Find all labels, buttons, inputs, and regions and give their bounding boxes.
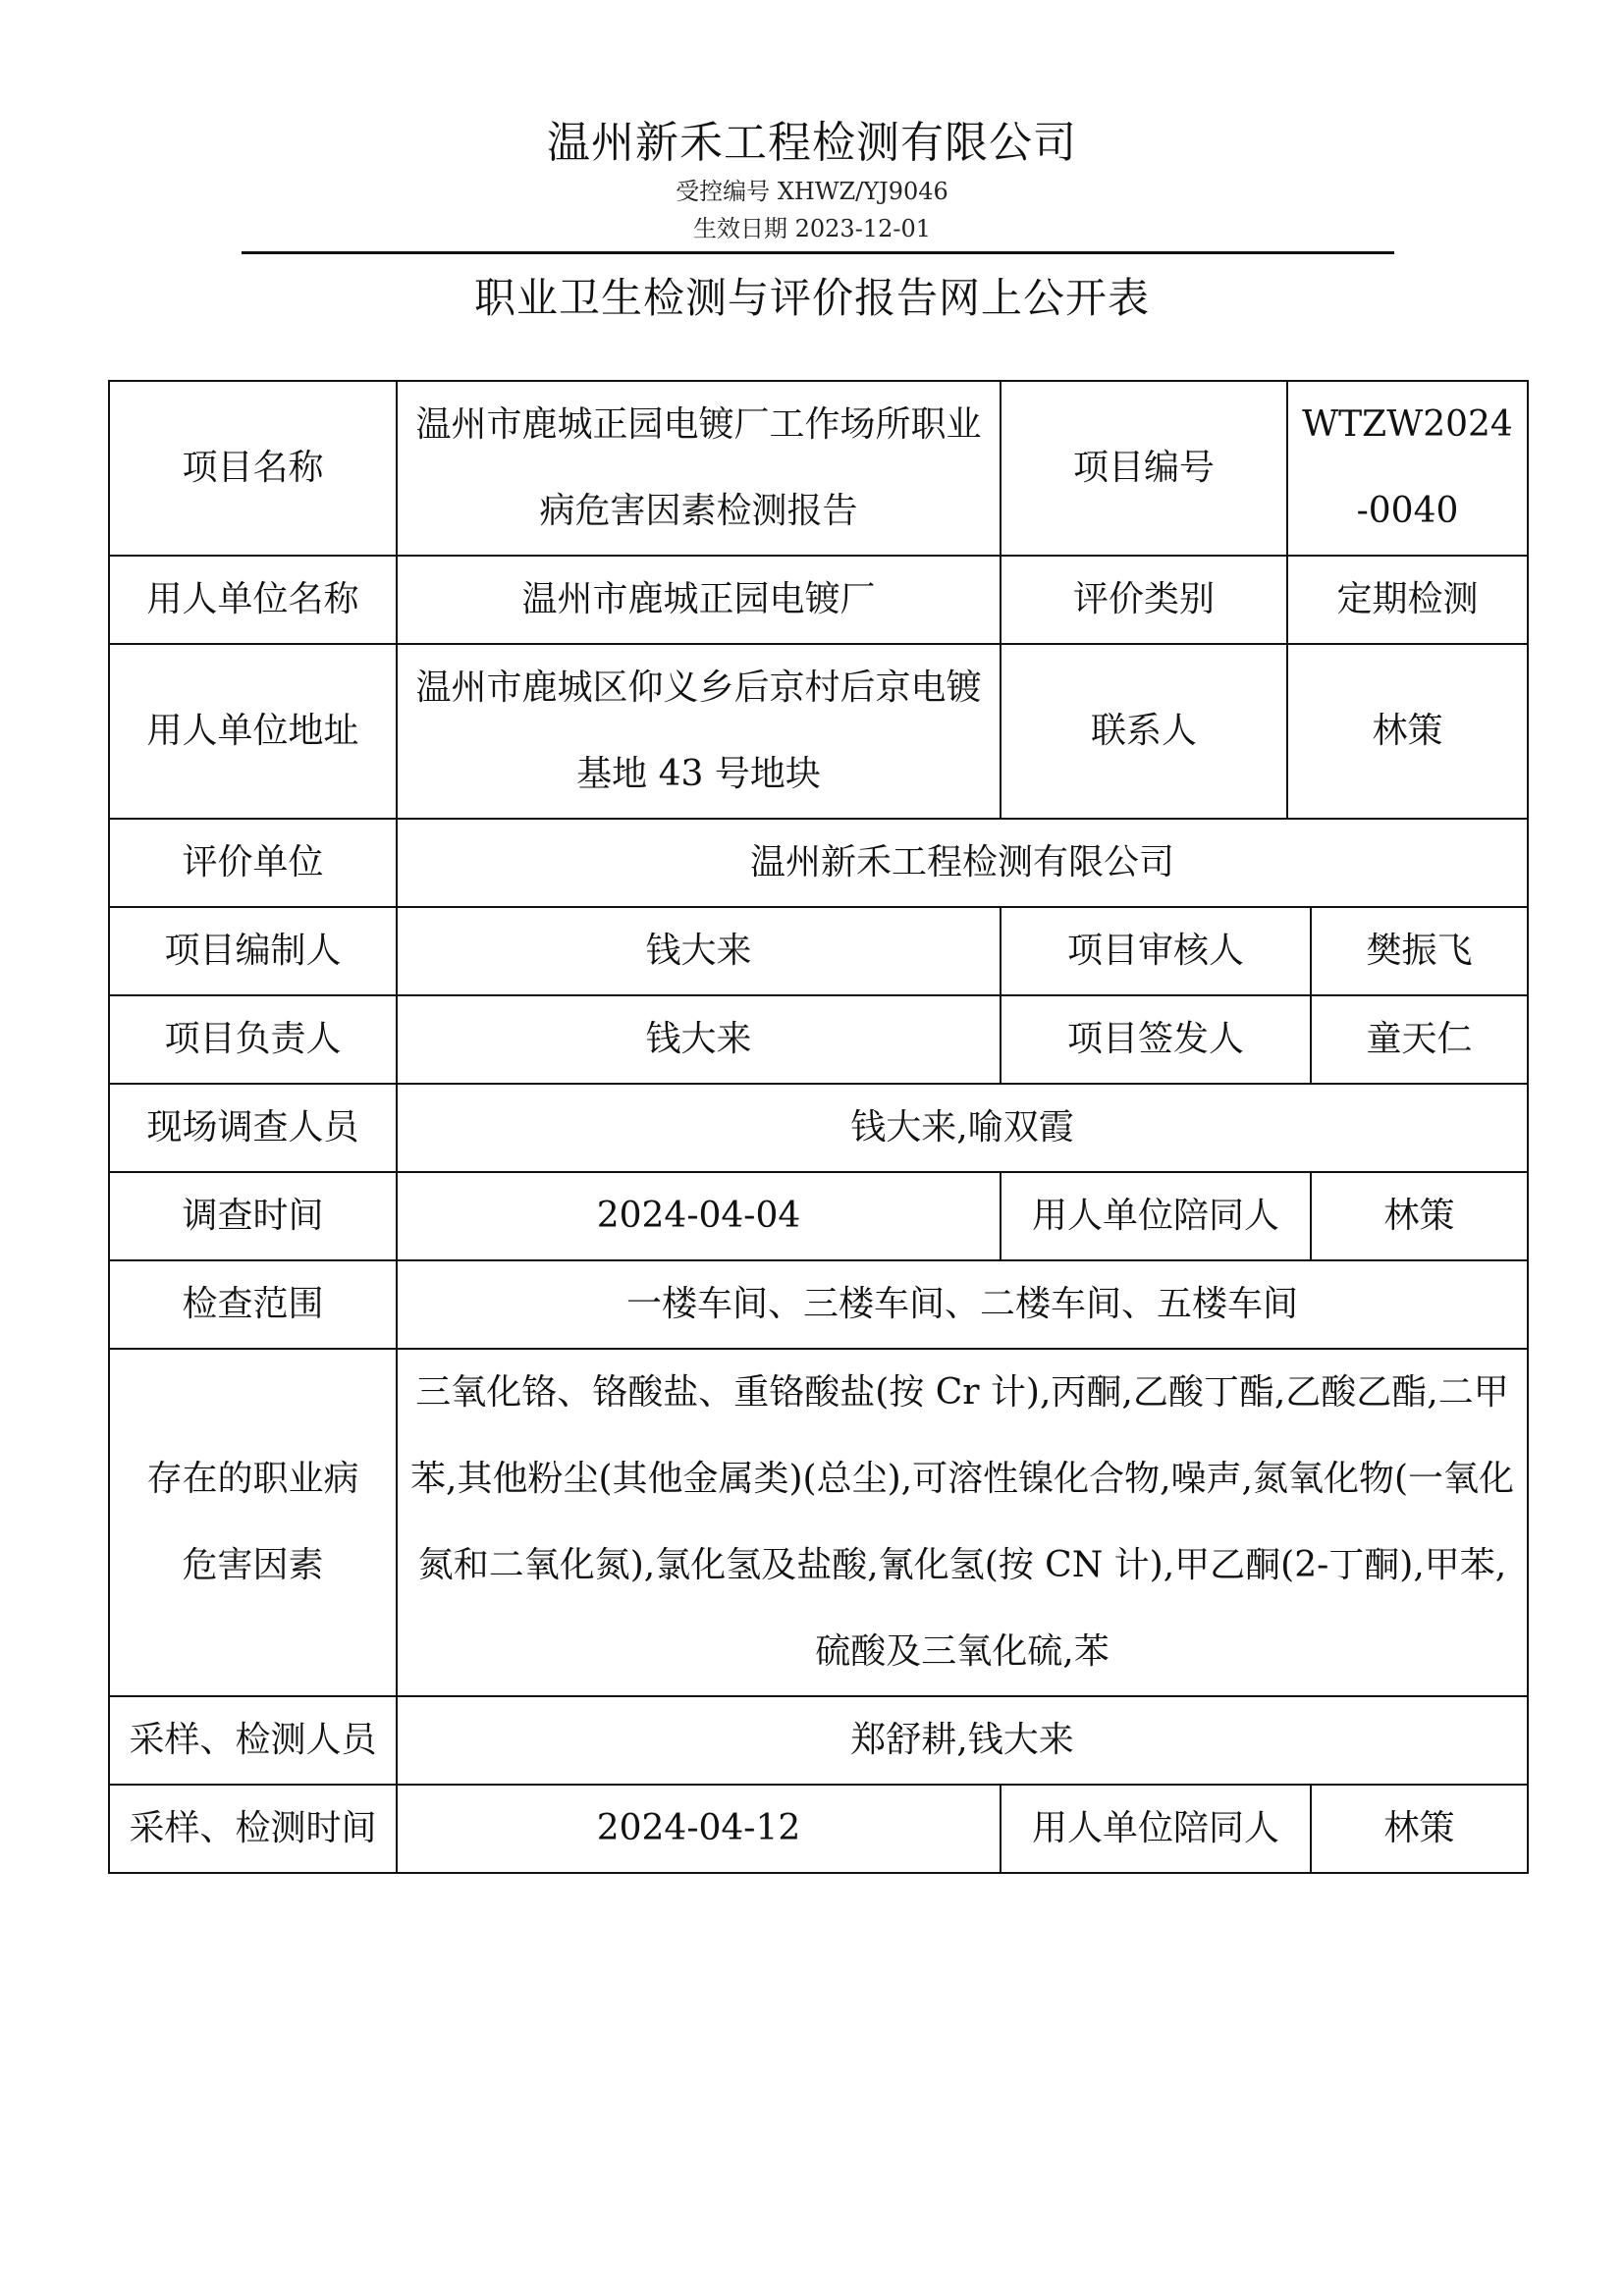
row-hazards [109,1349,1528,1696]
document-title: 职业卫生检测与评价报告网上公开表 [473,274,1150,322]
row-evaluator [109,819,1528,907]
value-employer-address: 温州市鹿城区仰义乡后京村后京电镀基地 43 号地块 [397,644,1001,819]
value-leader: 钱大来 [397,995,1001,1084]
label-sampling-staff: 采样、检测人员 [109,1696,397,1785]
value-inspection-scope: 一楼车间、三楼车间、二楼车间、五楼车间 [397,1260,1528,1349]
value-employer-name: 温州市鹿城正园电镀厂 [397,556,1001,644]
value-sampling-time: 2024-04-12 [397,1785,1001,1873]
label-hazards: 存在的职业病危害因素 [109,1349,397,1696]
row-compiler [109,907,1528,995]
row-inspection-scope [109,1260,1528,1349]
row-project-name [109,381,1528,556]
header-divider [242,251,1394,254]
label-project-number: 项目编号 [1001,381,1287,556]
effective-date: 生效日期 2023-12-01 [692,215,931,242]
value-reviewer: 樊振飞 [1311,907,1528,995]
value-compiler: 钱大来 [397,907,1001,995]
row-leader [109,995,1528,1084]
value-project-name: 温州市鹿城正园电镀厂工作场所职业病危害因素检测报告 [397,381,1001,556]
label-contact: 联系人 [1001,644,1287,819]
label-survey-escort: 用人单位陪同人 [1001,1172,1311,1260]
row-employer-address [109,644,1528,819]
label-compiler: 项目编制人 [109,907,397,995]
label-sampling-time: 采样、检测时间 [109,1785,397,1873]
label-evaluation-type: 评价类别 [1001,556,1287,644]
row-survey-staff [109,1084,1528,1172]
label-issuer: 项目签发人 [1001,995,1311,1084]
label-survey-staff: 现场调查人员 [109,1084,397,1172]
value-survey-time: 2024-04-04 [397,1172,1001,1260]
label-evaluator: 评价单位 [109,819,397,907]
row-sampling-time [109,1785,1528,1873]
label-project-name: 项目名称 [109,381,397,556]
value-sampling-escort: 林策 [1311,1785,1528,1873]
label-employer-address: 用人单位地址 [109,644,397,819]
label-survey-time: 调查时间 [109,1172,397,1260]
label-employer-name: 用人单位名称 [109,556,397,644]
value-issuer: 童天仁 [1311,995,1528,1084]
label-reviewer: 项目审核人 [1001,907,1311,995]
value-survey-escort: 林策 [1311,1172,1528,1260]
label-sampling-escort: 用人单位陪同人 [1001,1785,1311,1873]
row-employer-name [109,556,1528,644]
company-name: 温州新禾工程检测有限公司 [547,118,1077,168]
value-evaluation-type: 定期检测 [1287,556,1528,644]
label-leader: 项目负责人 [109,995,397,1084]
value-evaluator: 温州新禾工程检测有限公司 [397,819,1528,907]
value-sampling-staff: 郑舒耕,钱大来 [397,1696,1528,1785]
control-code: 受控编号 XHWZ/YJ9046 [676,178,948,205]
value-survey-staff: 钱大来,喻双霞 [397,1084,1528,1172]
value-contact: 林策 [1287,644,1528,819]
value-hazards: 三氧化铬、铬酸盐、重铬酸盐(按 Cr 计),丙酮,乙酸丁酯,乙酸乙酯,二甲苯,其他粉尘(其他金属类)(总尘),可溶性镍化合物,噪声,氮氧化物(一氧化氮和二氧化氮),氯化氢及盐酸,氰化氢(按 CN 计),甲乙酮(2-丁酮),甲苯,硫酸及三氧化硫,苯 [397,1349,1528,1696]
label-inspection-scope: 检查范围 [109,1260,397,1349]
row-sampling-staff [109,1696,1528,1785]
value-project-number: WTZW2024-0040 [1287,381,1528,556]
report-table [108,380,1529,1874]
row-survey-time [109,1172,1528,1260]
